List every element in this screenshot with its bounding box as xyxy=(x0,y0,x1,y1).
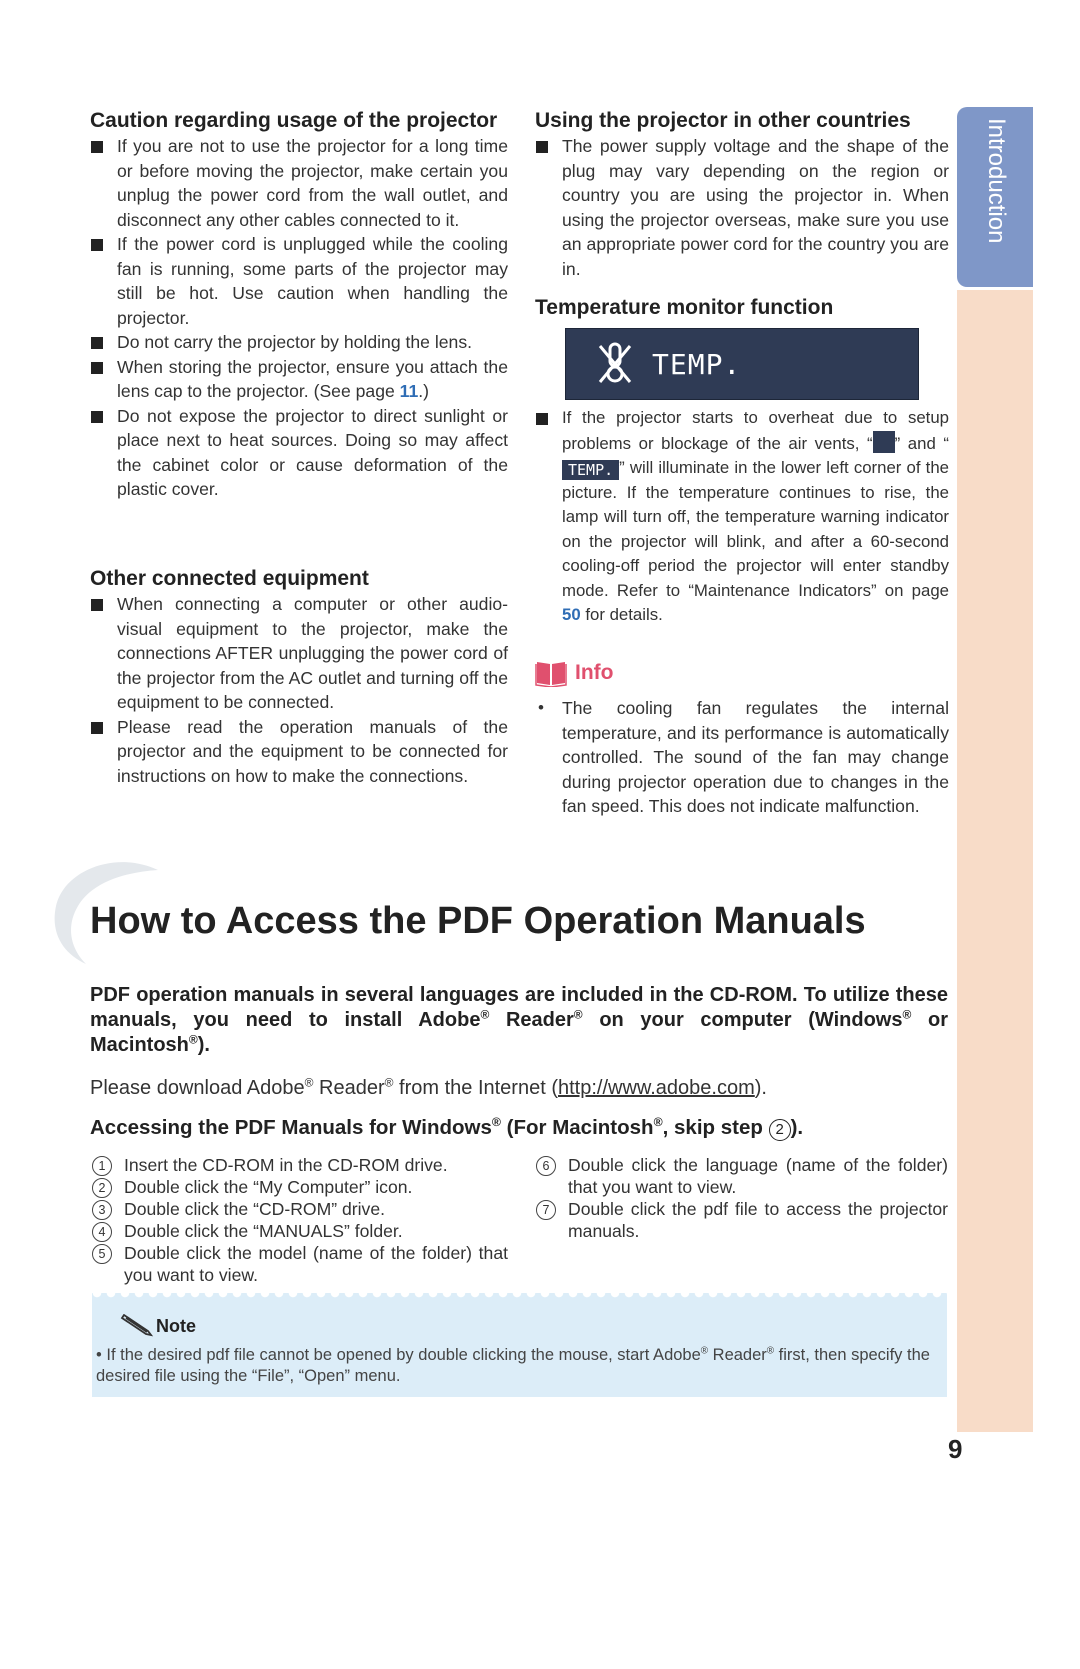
page-link-50[interactable]: 50 xyxy=(562,605,581,624)
bullet-square-icon xyxy=(536,141,548,153)
other-equipment-heading: Other connected equipment xyxy=(90,567,369,590)
info-list xyxy=(535,696,949,819)
info-header xyxy=(535,658,613,688)
note-header xyxy=(118,1314,196,1338)
adobe-link[interactable]: http://www.adobe.com xyxy=(557,1077,755,1099)
list-item: If you are not to use the projector for a long time or before moving the projector, make certain you unplug the power cord from the wall outlet, and disconnect any other cables connected to it. xyxy=(90,134,508,232)
temperature-text-block xyxy=(535,406,949,628)
countries-list xyxy=(535,134,949,281)
bullet-square-icon xyxy=(536,413,548,425)
temp-label: TEMP. xyxy=(652,347,742,381)
list-item: The power supply voltage and the shape of the plug may vary depending on the region or country you are using the projector in. When using the projector overseas, make sure you use an appropriate power cord for the country you are in. xyxy=(535,134,949,281)
temperature-list xyxy=(535,406,949,628)
step-item: 4 Double click the “MANUALS” folder. xyxy=(90,1220,508,1242)
temp-display xyxy=(565,328,919,400)
list-item: Do not expose the projector to direct sunlight or place next to heat sources. Doing so may affect the cabinet color or cause deformation of the plastic cover. xyxy=(90,404,508,502)
step-item: 1 Insert the CD-ROM in the CD-ROM drive. xyxy=(90,1154,508,1176)
list-item: Please read the operation manuals of the projector and the equipment to be connected for instructions on how to make the connections. xyxy=(90,715,508,789)
book-icon xyxy=(535,659,567,687)
info-text-block xyxy=(535,696,949,819)
other-equipment-list xyxy=(90,592,508,788)
step-item: 7 Double click the pdf file to access the projector manuals. xyxy=(534,1198,948,1242)
list-item: • The cooling fan regulates the internal temperature, and its performance is automatically controlled. The sound of the fan may change during projector operation due to changes in the fan speed. This does not indicate malfunction. xyxy=(538,698,949,816)
bullet-square-icon xyxy=(91,411,103,423)
list-item: If the projector starts to overheat due to setup problems or blockage of the air vents, “ ” and “TEMP. ” will illuminate in the lower left corner of the picture. If the temperature continues to rise, the lamp will turn off, the temperature warning indicator on the projector will blink, and after a 60-second cooling-off period the projector will enter standby mode. Refer to “Maintenance Indicators” on page 50 for details. xyxy=(535,406,949,628)
temperature-heading: Temperature monitor function xyxy=(535,296,834,319)
inline-temp-label: TEMP. xyxy=(562,460,619,480)
step-item: 2 Double click the “My Computer” icon. xyxy=(90,1176,508,1198)
bullet-square-icon xyxy=(91,141,103,153)
step-item: 6 Double click the language (name of the folder) that you want to view. xyxy=(534,1154,948,1198)
bullet-square-icon xyxy=(91,239,103,251)
list-item: Do not carry the projector by holding the lens. xyxy=(90,330,508,355)
bullet-square-icon xyxy=(91,337,103,349)
section-tab-label: Introduction xyxy=(983,118,1010,244)
caution-heading: Caution regarding usage of the projector xyxy=(90,109,498,132)
inline-temperature-icon xyxy=(873,431,895,453)
bullet-dot-icon: • xyxy=(538,698,544,717)
page-title: How to Access the PDF Operation Manuals xyxy=(90,900,866,942)
list-item: When storing the projector, ensure you attach the lens cap to the projector. (See page 11.) xyxy=(90,355,508,404)
lead-paragraph: PDF operation manuals in several languages are included in the CD-ROM. To utilize these manuals, you need to install Adobe® Reader® on your computer (Windows® or Macintosh®). xyxy=(90,984,949,1056)
note-label: Note xyxy=(156,1315,196,1336)
step-ref-circle: 2 xyxy=(769,1119,791,1141)
page-link-11[interactable]: 11 xyxy=(399,381,419,401)
list-item: When connecting a computer or other audio-visual equipment to the projector, make the connections AFTER unplugging the power cord of the projector from the AC outlet and turning off the equipment to be connected. xyxy=(90,592,508,715)
steps-right-list xyxy=(534,1154,948,1242)
page-number: 9 xyxy=(948,1434,963,1464)
steps-left xyxy=(90,1154,508,1286)
steps-left-list xyxy=(90,1154,508,1286)
countries-heading: Using the projector in other countries xyxy=(535,109,911,132)
step-item: 3 Double click the “CD-ROM” drive. xyxy=(90,1198,508,1220)
caution-list xyxy=(90,134,508,502)
note-box-edge xyxy=(92,1293,947,1303)
countries-block xyxy=(535,108,949,281)
bullet-square-icon xyxy=(91,362,103,374)
info-label: Info xyxy=(575,661,614,684)
download-line: Please download Adobe® Reader® from the Internet (http://www.adobe.com). xyxy=(90,1075,767,1099)
list-item: If the power cord is unplugged while the cooling fan is running, some parts of the projector may still be hot. Use caution when handling the projector. xyxy=(90,232,508,330)
windows-steps-heading: Accessing the PDF Manuals for Windows® (For Macintosh®, skip step 2 ). xyxy=(90,1115,804,1139)
temperature-warning-icon xyxy=(596,342,634,386)
side-strip xyxy=(957,290,1033,1432)
left-column xyxy=(90,108,508,502)
bullet-square-icon xyxy=(91,599,103,611)
steps-right xyxy=(534,1154,948,1242)
other-equipment-block xyxy=(90,566,508,788)
note-text: • If the desired pdf file cannot be opened by double clicking the mouse, start Adobe® Reader® first, then specify the desired file using the “File”, “Open” menu. xyxy=(96,1345,930,1385)
pencil-icon xyxy=(118,1314,154,1338)
step-item: 5 Double click the model (name of the folder) that you want to view. xyxy=(90,1242,508,1286)
bullet-square-icon xyxy=(91,722,103,734)
